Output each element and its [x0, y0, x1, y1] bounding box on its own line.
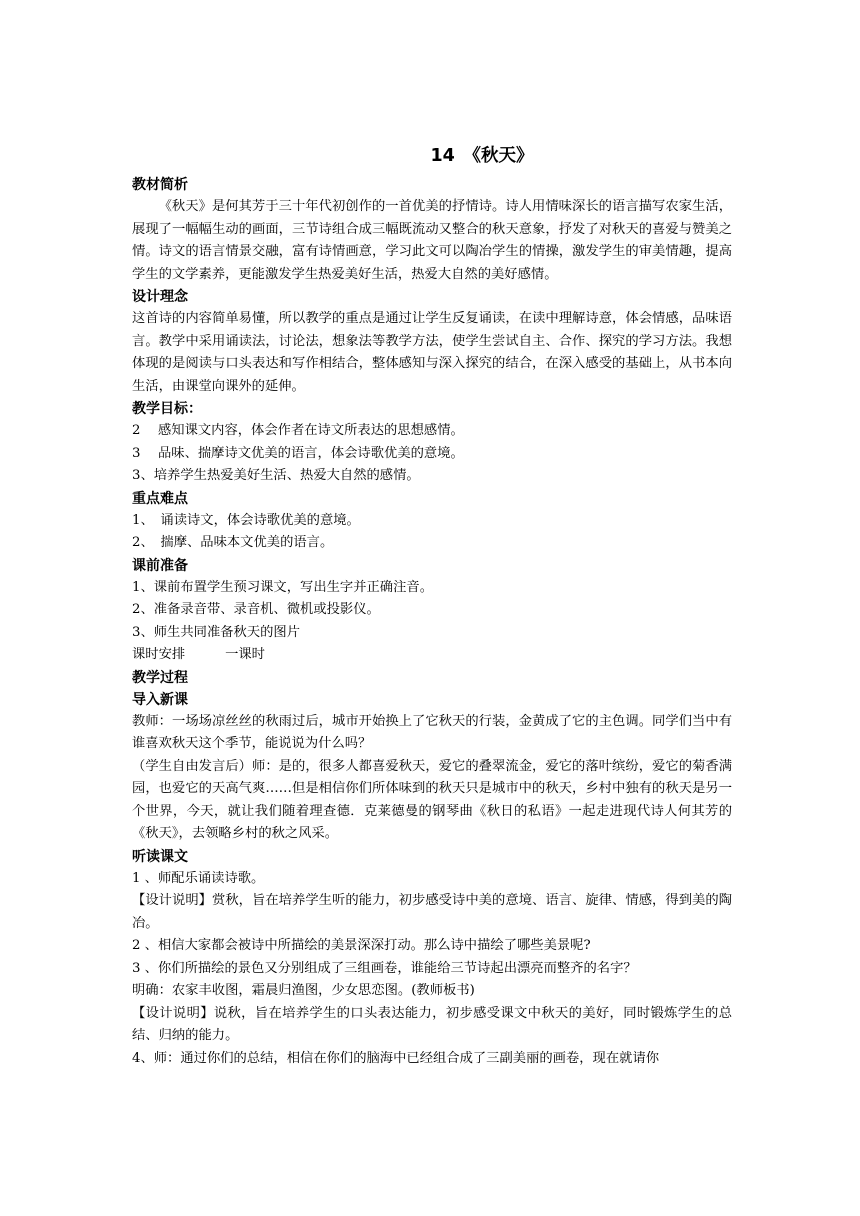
page-title: 14 《秋天》 — [430, 146, 534, 166]
heading-key: 重点难点 — [132, 490, 188, 507]
paragraph-analysis: 《秋天》是何其芳于三十年代初创作的一首优美的抒情诗。诗人用情味深长的语言描写农家生活，展现了一幅幅生动的画面，三节诗组合成三幅既流动又整合的秋天意象，抒发了对秋天的喜爱与赞美之情。诗文的语言情景交融，富有诗情画意，学习此文可以陶冶学生的情操，激发学生的审美情趣，提高学生的文学素养，更能激发学生热爱美好生活，热爱大自然的美好感情。 — [132, 199, 732, 282]
heading-goals: 教学目标： — [132, 401, 202, 417]
listen-line: 4、师：通过你们的总结，相信在你们的脑海中已经组合成了三副美丽的画卷，现在就请你 — [132, 1050, 660, 1066]
listen-line: 2 、相信大家都会被诗中所描绘的美景深深打动。那么诗中描绘了哪些美景呢? — [132, 938, 591, 953]
prep-item: 课时安排 一课时 — [132, 647, 265, 662]
listen-line: 1 、师配乐诵读诗歌。 — [132, 870, 265, 886]
paragraph-design: 这首诗的内容简单易懂，所以教学的重点是通过让学生反复诵读，在读中理解诗意，体会情感，品味语言。教学中采用诵读法，讨论法，想象法等教学方法，使学生尝试自主、合作、探究的学习方法。我想体现的是阅读与口头表达和写作相结合，整体感知与深入探究的结合，在深入感受的基础上，从书本向生活，由课堂向课外的延伸。 — [132, 311, 732, 394]
prep-item: 1、课前布置学生预习课文，写出生字并正确注音。 — [132, 579, 433, 595]
listen-line: 明确：农家丰收图，霜晨归渔图，少女思恋图。(教师板书) — [132, 983, 475, 998]
document-content — [132, 142, 732, 1070]
heading-analysis: 教材简析 — [132, 177, 188, 193]
key-item: 2、 揣摩、品味本文优美的语言。 — [132, 535, 334, 550]
heading-process: 教学过程 — [132, 669, 188, 686]
subheading-intro: 导入新课 — [132, 691, 188, 708]
prep-item: 3、师生共同准备秋天的图片 — [132, 624, 301, 640]
goal-item: 3、培养学生热爱美好生活、热爱大自然的感情。 — [132, 468, 420, 483]
listen-line: 3 、你们所描绘的景色又分别组成了三组画卷，谁能给三节诗起出漂亮而整齐的名字？ — [132, 960, 637, 976]
key-item: 1、 诵读诗文，体会诗歌优美的意境。 — [132, 512, 360, 528]
heading-prep: 课前准备 — [132, 557, 188, 574]
prep-item: 2、准备录音带、录音机、微机或投影仪。 — [132, 602, 380, 617]
listen-line: 【设计说明】说秋，旨在培养学生的口头表达能力，初步感受课文中秋天的美好，同时锻炼学生的总结、归纳的能力。 — [132, 1005, 732, 1043]
paragraph-intro-1: 教师：一场场凉丝丝的秋雨过后，城市开始换上了它秋天的行装，金黄成了它的主色调。同学们当中有谁喜欢秋天这个季节，能说说为什么吗？ — [132, 713, 732, 751]
goal-item: 3 品味、揣摩诗文优美的语言，体会诗歌优美的意境。 — [132, 445, 464, 461]
listen-line: 【设计说明】赏秋，旨在培养学生听的能力，初步感受诗中美的意境、语言、旋律、情感，得到美的陶冶。 — [132, 893, 732, 931]
heading-design: 设计理念 — [132, 289, 188, 305]
paragraph-intro-2: （学生自由发言后）师：是的，很多人都喜爱秋天，爱它的叠翠流金，爱它的落叶缤纷，爱它的菊香满园，也爱它的天高气爽……但是相信你们所体味到的秋天只是城市中的秋天，乡村中独有的秋天是另一个世界，今天，就让我们随着理查德．克莱德曼的钢琴曲《秋日的私语》一起走进现代诗人何其芳的《秋天》，去领略乡村的秋之风采。 — [132, 758, 732, 841]
subheading-listen: 听读课文 — [132, 848, 188, 865]
goal-item: 2 感知课文内容，体会作者在诗文所表达的思想感情。 — [132, 423, 464, 438]
